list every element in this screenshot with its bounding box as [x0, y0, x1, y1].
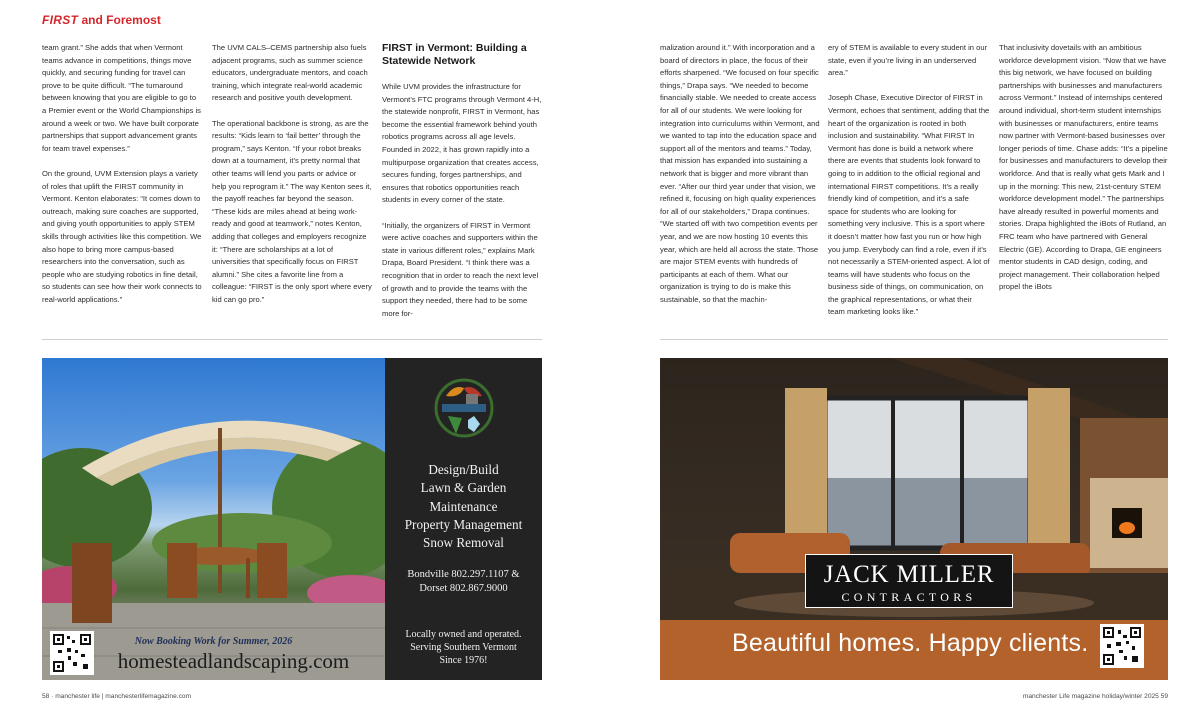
article-column-4: [660, 42, 820, 332]
paragraph: While UVM provides the infrastructure for Vermont’s FTC programs through Vermont 4-H, the statewide nonprofit, FIRST in Vermont, has become the essential framework behind youth robotics programs across all age levels. Founded in 2022, it has grown rapidly into a multipurpose organization that creates access, secures funding, forges partnerships, and ensures that robotics opportunities reach students in every corner of the state.: [382, 82, 542, 205]
divider: [660, 339, 1168, 340]
phone-line: Bondville 802.297.1107 &: [407, 569, 520, 580]
article-column-2: [212, 42, 372, 332]
subheading: FIRST in Vermont: Building a Statewide Network: [382, 42, 527, 67]
service-item: Design/Build: [428, 462, 499, 477]
section-brand: FIRST: [42, 13, 79, 27]
paragraph: “Initially, the organizers of FIRST in Vermont were active coaches and supporters within the state in various different roles,” explains Mark Drapa, Board President. “I think there was a recognition that in order to reach the next level of growth and to provide the teams with the support they needed, there had to be some more for-: [382, 220, 539, 318]
tagline-line: Serving Southern Vermont: [410, 642, 517, 653]
phone-line: Dorset 802.867.9000: [419, 583, 508, 594]
services-list: [385, 461, 542, 552]
paragraph: malization around it.” With incorporation and a board of directors in place, the focus of their efforts sharpened. “We focused on four specific things,” Drapa says. “We needed to become financially stable. We needed to create access for all of our students. We were looking for integration into curriculums within Vermont, and we wanted to tap into the education space and support all of the mentors and teams.” Today, that mission has expanded into sustaining a network that is bigger and more vibrant than ever. “After our third year under that vision, we refined it, focusing on high quality experiences for all of our stakeholders,” Drapa continues. “We started off with two competition events per year, and we are now hosting 10 events this year, which are held all across the state. Those are major STEM events with hundreds of participants at each of them. What our organization is trying to do is make this sustainable, so that the machin-: [660, 43, 820, 304]
paragraph: team grant.” She adds that when Vermont teams advance in competitions, things move quickly, and securing funding for travel can prove to be quite difficult. “The turnaround between knowing that you are eligible to go to a Premier event or the World Championships is around a week or two. We have built corporate partnerships that support advancement grants for team travel expenses.”: [42, 43, 201, 153]
homestead-info-panel: [385, 358, 542, 680]
tagline-line: Locally owned and operated.: [405, 629, 522, 640]
jack-miller-logo: [805, 554, 1013, 608]
article-column-5: [828, 42, 990, 332]
service-item: Property Management: [404, 516, 523, 532]
homestead-logo-icon: [430, 376, 498, 448]
page-footer-right: manchester Life magazine holiday/winter 2025 59: [1022, 693, 1168, 700]
service-item: Lawn & Garden: [420, 480, 507, 496]
tagline-line: Since 1976!: [439, 655, 488, 666]
page-footer-left: 58 · manchester life | manchesterlifemagazine.com: [42, 693, 192, 700]
section-title: and Foremost: [78, 13, 161, 27]
jack-miller-ad[interactable]: [660, 358, 1168, 680]
service-item: Maintenance: [429, 498, 498, 514]
website-link[interactable]: homesteadlandscaping.com: [117, 649, 350, 673]
ad-tagline: [385, 628, 542, 667]
phone-numbers: [385, 568, 542, 596]
logo-subtitle: CONTRACTORS: [841, 590, 977, 604]
article-column-3: [382, 42, 542, 332]
section-header: [42, 13, 161, 27]
service-item: Snow Removal: [423, 535, 504, 551]
qr-code[interactable]: [1100, 624, 1144, 668]
paragraph: The operational backbone is strong, as are the results: “Kids learn to ‘fail better’ through the program,” says Kenton. “If your robot breaks down at a tournament, it’s pretty normal that other teams will lend you parts or advice or help you reprogram it.” The way Kenton sees it, the payoff reaches far beyond the season. “These kids are miles ahead at being work-ready and good at teamwork,” notes Kenton, adding that colleges and employers recognize it: “There are scholarships at a lot of universities that specifically focus on FIRST alumni.” She cites a favorite line from a colleague: “FIRST is the only sport where every kid can go pro.”: [212, 118, 372, 304]
homestead-ad[interactable]: [42, 358, 542, 680]
qr-code-icon: [1103, 627, 1141, 665]
right-page: [610, 0, 1200, 716]
article-column-1: [42, 42, 202, 332]
paragraph: Joseph Chase, Executive Director of FIRST in Vermont, echoes that sentiment, adding that the heart of the organization is rooted in both inclusion and sustainability. “What FIRST In Vermont has done is build a network where there are events that students look forward to going to in addition to the official regional and international FIRST competitions. It’s a really friendly kind of competition, and it’s a safe space for students who are looking for something very inclusive. This is a sport where it doesn’t matter how fast you run or how high you jump. Everybody can find a role, even if it’s not necessarily a STEM-oriented aspect. A lot of teams will have students who focus on the business side of things, on communication, on the graphical representations, or what their team marketing looks like.”: [828, 93, 990, 317]
left-page: [0, 0, 590, 716]
logo-name: JACK MILLER: [823, 561, 995, 588]
article-column-6: [999, 42, 1169, 332]
booking-text: Now Booking Work for Summer, 2026: [134, 636, 293, 647]
paragraph: That inclusivity dovetails with an ambitious workforce development vision. “Now that we have this big network, we have focused on building partnerships with businesses and manufacturers across Vermont.” Instead of internships centered around individual, short-term student internships with businesses or manufacturers, entire teams now partner with Vermont-based businesses over longer periods of time. Chase adds: “It’s a pipeline for businesses and manufacturers to develop their workforce. And that is really what gets Mark and I up in the morning: This new, 21st-century STEM workforce development model.” The partnerships have already resulted in powerful moments and stories. Drapa highlighted the iBots of Rutland, an FRC team who have partnered with General Electric (GE). According to Drapa, GE engineers mentor students in CAD design, coding, and project management. Their collaboration helped propel the iBots: [999, 43, 1168, 292]
paragraph: ery of STEM is available to every student in our state, even if you’re living in an underserved area.”: [828, 43, 988, 78]
paragraph: On the ground, UVM Extension plays a variety of roles that uplift the FIRST community in Vermont. Kenton elaborates: “It comes down to outreach, making sure coaches are supported, and giving youth opportunities to apply STEM skills through activities like this competition. We also hope to bring more campus-based researchers into the conversation, such as people who are studying robotics in fine detail, so students can see how their work connects to real-world applications.”: [42, 168, 202, 304]
ad-slogan: Beautiful homes. Happy clients.: [732, 629, 1089, 657]
paragraph: The UVM CALS–CEMS partnership also fuels adjacent programs, such as summer science educators, undergraduate mentors, and coach training, which integrate real-world academic research and positive youth development.: [212, 43, 368, 103]
divider: [42, 339, 542, 340]
